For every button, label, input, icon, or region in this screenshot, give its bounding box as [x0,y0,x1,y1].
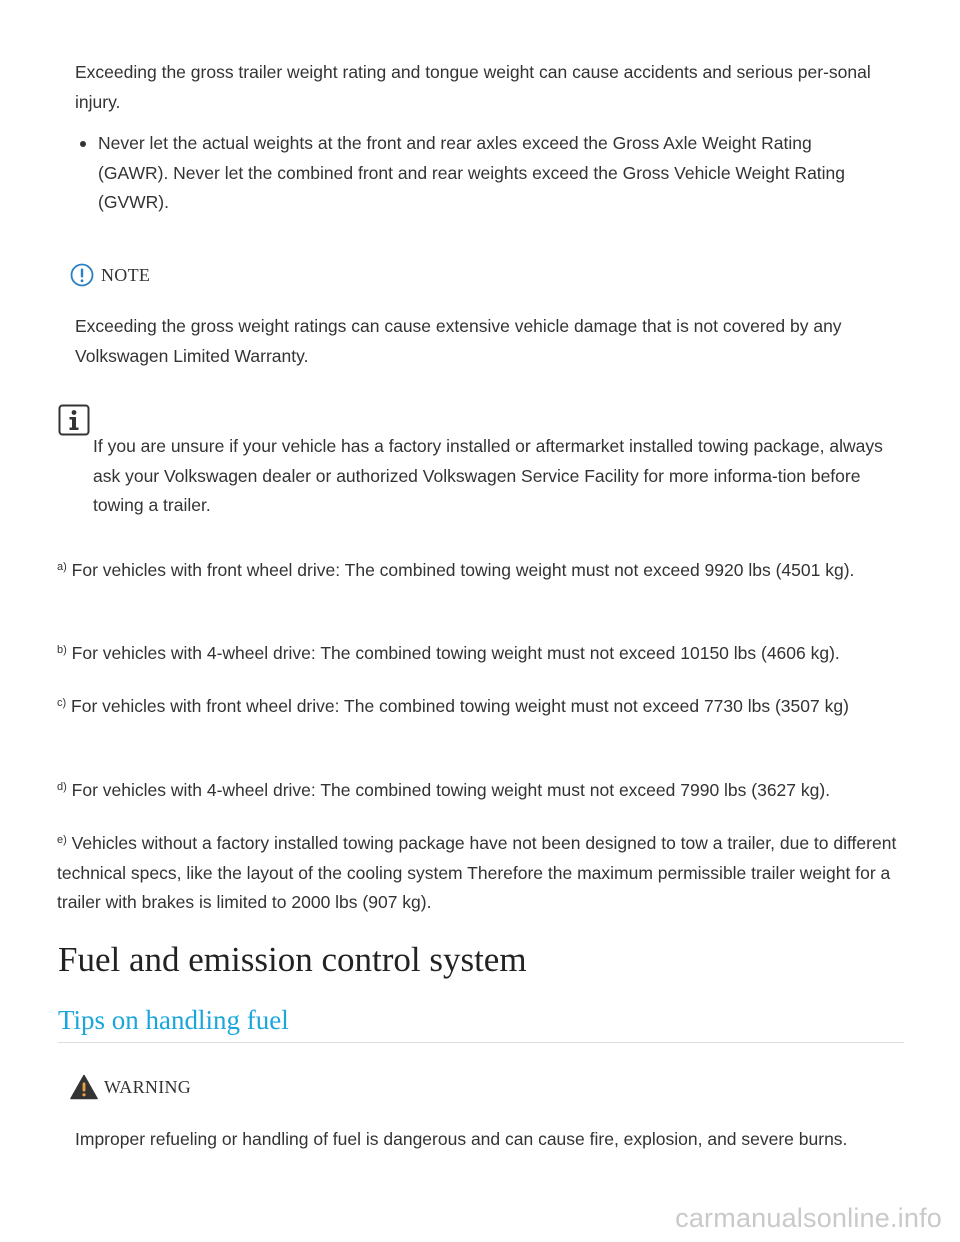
list-item [78,129,878,218]
footnote-marker: e) [57,834,67,846]
footnote-text: For vehicles with 4-wheel drive: The combined towing weight must not exceed 10150 lbs (4606 kg). [71,643,840,663]
divider [58,1042,904,1043]
warning-body-text: Improper refueling or handling of fuel is dangerous and can cause fire, explosion, and severe burns. [75,1129,848,1149]
footnote-text: For vehicles with front wheel drive: The combined towing weight must not exceed 7730 lbs (3507 kg) [71,696,849,716]
bullet-icon [80,141,86,147]
section-title: Fuel and emission control system [58,940,527,979]
watermark: carmanualsonline.info [675,1203,942,1233]
note-label: NOTE [101,264,151,285]
note-heading [70,263,150,287]
info-icon [58,404,90,436]
footnote-c [57,692,912,722]
footnote-text: For vehicles with 4-wheel drive: The combined towing weight must not exceed 7990 lbs (3627 kg). [71,780,831,800]
footnote-text: For vehicles with front wheel drive: The combined towing weight must not exceed 9920 lbs (4501 kg). [71,560,855,580]
footnote-b [57,639,912,669]
section-subtitle: Tips on handling fuel [58,1005,289,1035]
footnote-e [57,829,912,918]
warning-label: WARNING [104,1076,192,1097]
warning-heading [70,1074,191,1100]
footnote-marker: b) [57,644,67,656]
warning-bullet-list [78,129,878,218]
bullet-text: Never let the actual weights at the front and rear axles exceed the Gross Axle Weight Rating (GAWR). Never let the combined front and rear weights exceed the Gross Vehicle Weight Rating (GVWR). [98,133,846,212]
footnote-d [57,776,912,806]
footnote-marker: d) [57,781,67,793]
note-body-text: Exceeding the gross weight ratings can cause extensive vehicle damage that is not covered by any Volkswagen Limited Warranty. [75,316,842,366]
footnote-marker: c) [57,697,67,709]
warning-intro-text: Exceeding the gross trailer weight rating and tongue weight can cause accidents and serious per-sonal injury. [75,62,871,112]
info-body-text: If you are unsure if your vehicle has a factory installed or aftermarket installed towing package, always ask your Volkswagen dealer or authorized Volkswagen Service Facility for more informa-tion before towing a trailer. [93,436,883,515]
footnote-marker: a) [57,561,67,573]
footnote-text: Vehicles without a factory installed towing package have not been designed to tow a trailer, due to different technical specs, like the layout of the cooling system Therefore the maximum permissible trailer weight for a trailer with brakes is limited to 2000 lbs (907 kg). [57,833,897,912]
exclamation-circle-icon [70,263,94,287]
warning-triangle-icon [70,1074,98,1100]
footnote-a [57,556,912,586]
